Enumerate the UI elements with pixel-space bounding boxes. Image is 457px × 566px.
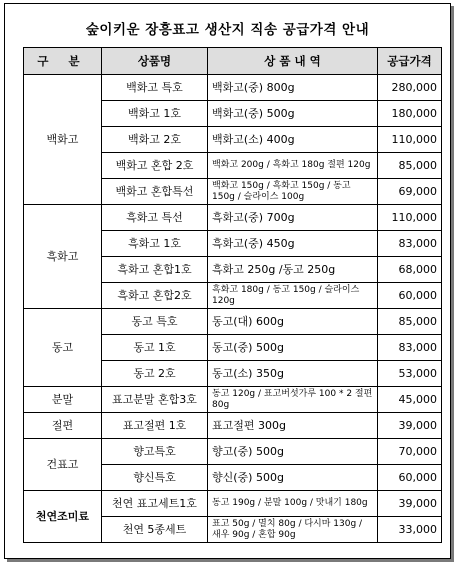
price-cell: 45,000 [378, 387, 442, 413]
price-cell: 39,000 [378, 413, 442, 439]
price-cell: 110,000 [378, 127, 442, 153]
product-detail-cell: 표고 50g / 멸치 80g / 다시마 130g / 새우 90g / 혼합 90g [208, 517, 378, 543]
header-product: 상품명 [102, 48, 208, 75]
product-name-cell: 백화고 2호 [102, 127, 208, 153]
product-name-cell: 표고절편 1호 [102, 413, 208, 439]
table-row [24, 75, 442, 101]
category-cell: 흑화고 [24, 205, 102, 309]
price-cell: 39,000 [378, 491, 442, 517]
product-detail-cell: 동고(대) 600g [208, 309, 378, 335]
product-name-cell: 흑화고 혼합2호 [102, 283, 208, 309]
product-detail-cell: 백화고(중) 500g [208, 101, 378, 127]
price-cell: 83,000 [378, 231, 442, 257]
product-detail-cell: 백화고 200g / 흑화고 180g 절편 120g [208, 153, 378, 179]
category-cell: 천연조미료 [24, 491, 102, 543]
product-detail-cell: 동고 120g / 표고버섯가루 100 * 2 절편 80g [208, 387, 378, 413]
price-cell: 60,000 [378, 283, 442, 309]
product-detail-cell: 향신(중) 500g [208, 465, 378, 491]
header-detail: 상 품 내 역 [208, 48, 378, 75]
table-row [24, 387, 442, 413]
product-name-cell: 백화고 특호 [102, 75, 208, 101]
table-row [24, 309, 442, 335]
header-price: 공급가격 [378, 48, 442, 75]
product-name-cell: 천연 5종세트 [102, 517, 208, 543]
document-frame [4, 3, 451, 559]
product-name-cell: 백화고 혼합 2호 [102, 153, 208, 179]
table-row [24, 491, 442, 517]
header-category: 구 분 [24, 48, 102, 75]
product-detail-cell: 백화고(소) 400g [208, 127, 378, 153]
price-cell: 83,000 [378, 335, 442, 361]
price-cell: 110,000 [378, 205, 442, 231]
price-cell: 68,000 [378, 257, 442, 283]
table-row [24, 205, 442, 231]
product-detail-cell: 흑화고(중) 450g [208, 231, 378, 257]
product-name-cell: 백화고 1호 [102, 101, 208, 127]
product-detail-cell: 백화고 150g / 흑화고 150g / 동고 150g / 슬라이스 100g [208, 179, 378, 205]
category-cell: 건표고 [24, 439, 102, 491]
header-row [24, 48, 442, 75]
product-detail-cell: 표고절편 300g [208, 413, 378, 439]
product-detail-cell: 흑화고 180g / 동고 150g / 슬라이스 120g [208, 283, 378, 309]
price-cell: 85,000 [378, 309, 442, 335]
price-cell: 60,000 [378, 465, 442, 491]
product-detail-cell: 동고(소) 350g [208, 361, 378, 387]
price-cell: 69,000 [378, 179, 442, 205]
product-detail-cell: 동고(중) 500g [208, 335, 378, 361]
product-name-cell: 동고 특호 [102, 309, 208, 335]
price-cell: 53,000 [378, 361, 442, 387]
product-name-cell: 동고 2호 [102, 361, 208, 387]
product-detail-cell: 향고(중) 500g [208, 439, 378, 465]
category-cell: 절편 [24, 413, 102, 439]
price-table-body [24, 75, 442, 543]
price-cell: 180,000 [378, 101, 442, 127]
table-row [24, 439, 442, 465]
product-detail-cell: 동고 190g / 분말 100g / 맛내기 180g [208, 491, 378, 517]
product-name-cell: 흑화고 1호 [102, 231, 208, 257]
product-name-cell: 향고특호 [102, 439, 208, 465]
product-name-cell: 향신특호 [102, 465, 208, 491]
product-detail-cell: 흑화고(중) 700g [208, 205, 378, 231]
category-cell: 동고 [24, 309, 102, 387]
product-name-cell: 흑화고 혼합1호 [102, 257, 208, 283]
price-table [23, 47, 442, 543]
price-cell: 33,000 [378, 517, 442, 543]
product-detail-cell: 흑화고 250g /동고 250g [208, 257, 378, 283]
category-cell: 분말 [24, 387, 102, 413]
table-row [24, 413, 442, 439]
page-title: 숲이키운 장흥표고 생산지 직송 공급가격 안내 [85, 22, 370, 38]
product-name-cell: 백화고 혼합특선 [102, 179, 208, 205]
category-cell: 백화고 [24, 75, 102, 205]
product-name-cell: 표고분말 혼합3호 [102, 387, 208, 413]
product-name-cell: 천연 표고세트1호 [102, 491, 208, 517]
price-cell: 70,000 [378, 439, 442, 465]
product-detail-cell: 백화고(중) 800g [208, 75, 378, 101]
product-name-cell: 동고 1호 [102, 335, 208, 361]
price-cell: 85,000 [378, 153, 442, 179]
product-name-cell: 흑화고 특선 [102, 205, 208, 231]
price-cell: 280,000 [378, 75, 442, 101]
